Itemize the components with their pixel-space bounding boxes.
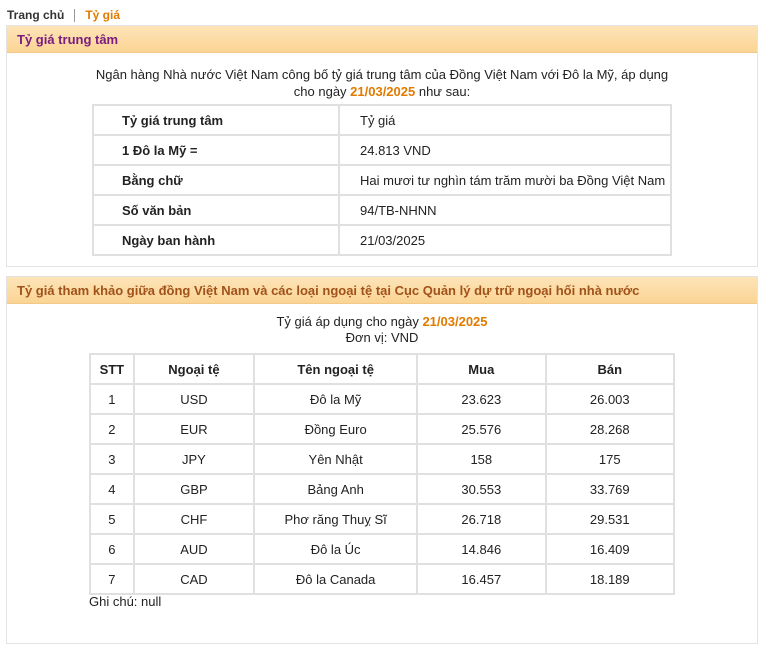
currency-name-cell: Yên Nhật xyxy=(254,444,417,474)
stt-cell: 1 xyxy=(90,384,134,414)
note-text: Ghi chú: null xyxy=(89,594,162,609)
currency-code-cell: AUD xyxy=(134,534,255,564)
column-header: Tên ngoại tệ xyxy=(254,354,417,384)
table-row xyxy=(93,105,671,135)
intro-date: 21/03/2025 xyxy=(350,84,416,99)
table-row xyxy=(90,414,674,444)
reference-rate-panel xyxy=(6,276,758,644)
table-row xyxy=(93,225,671,255)
intro-prefix: cho ngày xyxy=(293,84,351,99)
sell-rate-cell: 28.268 xyxy=(546,414,674,444)
stt-cell: 2 xyxy=(90,414,134,444)
info-value: 94/TB-NHNN xyxy=(339,195,671,225)
table-row xyxy=(90,504,674,534)
info-label: Số văn bản xyxy=(93,195,339,225)
breadcrumb-separator xyxy=(74,9,75,22)
table-row xyxy=(93,135,671,165)
intro-suffix: như sau: xyxy=(415,84,471,99)
info-value: Hai mươi tư nghìn tám trăm mười ba Đồng Việt Nam xyxy=(339,165,671,195)
buy-rate-cell: 14.846 xyxy=(417,534,545,564)
table-row xyxy=(93,195,671,225)
table-header-row xyxy=(90,354,674,384)
intro-line-1: Ngân hàng Nhà nước Việt Nam công bố tỷ giá trung tâm của Đồng Việt Nam với Đô la Mỹ, áp dụng xyxy=(95,67,669,82)
table-row xyxy=(90,474,674,504)
info-label: Bằng chữ xyxy=(93,165,339,195)
buy-rate-cell: 23.623 xyxy=(417,384,545,414)
currency-name-cell: Đô la Canada xyxy=(254,564,417,594)
intro-line-2 xyxy=(7,83,757,100)
buy-rate-cell: 16.457 xyxy=(417,564,545,594)
table-row xyxy=(90,564,674,594)
column-header: Ngoại tệ xyxy=(134,354,255,384)
currency-name-cell: Phơ răng Thuỵ Sĩ xyxy=(254,504,417,534)
column-header: Bán xyxy=(546,354,674,384)
stt-cell: 5 xyxy=(90,504,134,534)
column-header: STT xyxy=(90,354,134,384)
table-row xyxy=(90,444,674,474)
column-header: Mua xyxy=(417,354,545,384)
currency-name-cell: Đô la Mỹ xyxy=(254,384,417,414)
breadcrumb xyxy=(7,7,120,23)
currency-code-cell: GBP xyxy=(134,474,255,504)
buy-rate-cell: 26.718 xyxy=(417,504,545,534)
buy-rate-cell: 25.576 xyxy=(417,414,545,444)
reference-rate-table xyxy=(89,353,675,595)
sell-rate-cell: 33.769 xyxy=(546,474,674,504)
info-value: Tỷ giá xyxy=(339,105,671,135)
info-value: 21/03/2025 xyxy=(339,225,671,255)
currency-code-cell: USD xyxy=(134,384,255,414)
currency-name-cell: Bảng Anh xyxy=(254,474,417,504)
sell-rate-cell: 175 xyxy=(546,444,674,474)
sell-rate-cell: 18.189 xyxy=(546,564,674,594)
currency-code-cell: CAD xyxy=(134,564,255,594)
applied-prefix: Tỷ giá áp dụng cho ngày xyxy=(276,314,423,329)
currency-code-cell: EUR xyxy=(134,414,255,444)
currency-code-cell: JPY xyxy=(134,444,255,474)
currency-name-cell: Đô la Úc xyxy=(254,534,417,564)
applied-date: 21/03/2025 xyxy=(422,314,488,329)
buy-rate-cell: 30.553 xyxy=(417,474,545,504)
sell-rate-cell: 29.531 xyxy=(546,504,674,534)
info-label: Ngày ban hành xyxy=(93,225,339,255)
breadcrumb-current: Tỷ giá xyxy=(85,8,121,22)
stt-cell: 3 xyxy=(90,444,134,474)
central-rate-panel xyxy=(6,25,758,267)
reference-rate-meta xyxy=(7,314,757,346)
central-rate-panel-title: Tỷ giá trung tâm xyxy=(7,26,757,53)
sell-rate-cell: 26.003 xyxy=(546,384,674,414)
sell-rate-cell: 16.409 xyxy=(546,534,674,564)
table-row xyxy=(93,165,671,195)
stt-cell: 4 xyxy=(90,474,134,504)
central-rate-table xyxy=(92,104,672,256)
currency-name-cell: Đồng Euro xyxy=(254,414,417,444)
buy-rate-cell: 158 xyxy=(417,444,545,474)
info-label: Tỷ giá trung tâm xyxy=(93,105,339,135)
info-label: 1 Đô la Mỹ = xyxy=(93,135,339,165)
stt-cell: 6 xyxy=(90,534,134,564)
table-row xyxy=(90,534,674,564)
stt-cell: 7 xyxy=(90,564,134,594)
table-row xyxy=(90,384,674,414)
reference-rate-panel-title: Tỷ giá tham khảo giữa đồng Việt Nam và các loại ngoại tệ tại Cục Quản lý dự trữ ngoại hối nhà nước xyxy=(7,277,757,304)
info-value: 24.813 VND xyxy=(339,135,671,165)
central-rate-intro xyxy=(7,66,757,100)
applied-date-line xyxy=(7,314,757,330)
breadcrumb-home-link[interactable]: Trang chủ xyxy=(7,8,65,22)
unit-label: Đơn vị: VND xyxy=(345,330,419,345)
currency-code-cell: CHF xyxy=(134,504,255,534)
